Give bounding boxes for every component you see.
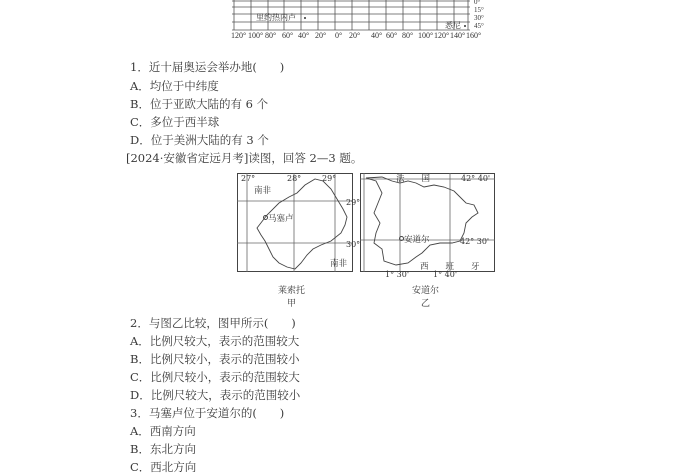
map-yi-lon-130: 1° 30' — [385, 270, 410, 279]
question-2-option-b: B．比例尺较小，表示的范围较小 — [130, 352, 300, 366]
lat-label-15: 15° — [474, 6, 484, 14]
question-3-option-c: C．西北方向 — [130, 460, 197, 474]
andorra-city-label: 安道尔 — [404, 235, 430, 245]
lat-label-30: 30° — [474, 14, 484, 22]
map-jia-lat-30: 30° — [346, 240, 361, 249]
question-3-stem: 3．马塞卢位于安道尔的( ) — [130, 406, 285, 420]
map-jia-region-south-africa-1: 南非 — [254, 186, 272, 196]
map-yi-lon-140: 1° 40' — [433, 270, 458, 279]
map-yi-caption: 乙 — [421, 299, 431, 309]
question-2-option-d: D．比例尺较大，表示的范围较小 — [130, 388, 301, 402]
longitude-tick-row: 120° 100° 80° 60° 40° 20° 0° 20° 40° 60° 80° 100° 120° 140° 160° — [231, 31, 482, 40]
question-2-option-a: A．比例尺较大，表示的范围较大 — [130, 334, 300, 348]
question-2-stem: 2．与图乙比较，图甲所示( ) — [130, 316, 296, 330]
question-3-option-a: A．西南方向 — [130, 424, 196, 438]
map-jia-lat-29: 29° — [346, 198, 361, 207]
sydney-label: 悉尼 — [445, 21, 461, 30]
map-jia-lon-29: 29° — [322, 174, 337, 183]
map-jia-country-caption: 莱索托 — [278, 286, 306, 296]
map-jia-lon-27: 27° — [241, 174, 256, 183]
rio-de-janeiro-label: 里约热内卢 — [256, 13, 296, 22]
rio-point-icon — [304, 17, 306, 19]
map-yi-country-caption: 安道尔 — [412, 286, 440, 296]
map-yi-france-label: 法 国 — [396, 174, 431, 184]
map-yi — [360, 173, 495, 273]
question-1-option-c: C．多位于西半球 — [130, 115, 220, 129]
question-3-option-b: B．东北方向 — [130, 442, 196, 456]
question-1-option-d: D．位于美洲大陆的有 3 个 — [130, 133, 269, 147]
question-1-stem: 1．近十届奥运会举办地( ) — [130, 60, 285, 74]
section-intro: [2024·安徽省定远月考]读图，回答 2—3 题。 — [126, 151, 363, 165]
question-2-option-c: C．比例尺较小，表示的范围较大 — [130, 370, 300, 384]
sydney-point-icon — [464, 25, 466, 27]
lat-label-0: 0° — [474, 0, 481, 6]
map-yi-spain-label: 西 班 牙 — [420, 262, 480, 272]
map-jia-region-south-africa-2: 南非 — [330, 259, 348, 269]
question-1-option-a: A．均位于中纬度 — [130, 79, 219, 93]
map-yi-lat-4230: 42° 30' — [460, 237, 490, 246]
andorra-border — [366, 177, 478, 265]
maseru-label: 马塞卢 — [268, 214, 294, 224]
lat-label-45: 45° — [474, 22, 484, 30]
map-yi-lat-4240: 42° 40' — [461, 174, 491, 183]
question-1-option-b: B．位于亚欧大陆的有 6 个 — [130, 97, 269, 111]
map-jia-lon-28: 28° — [287, 174, 302, 183]
map-jia-caption: 甲 — [287, 299, 297, 309]
